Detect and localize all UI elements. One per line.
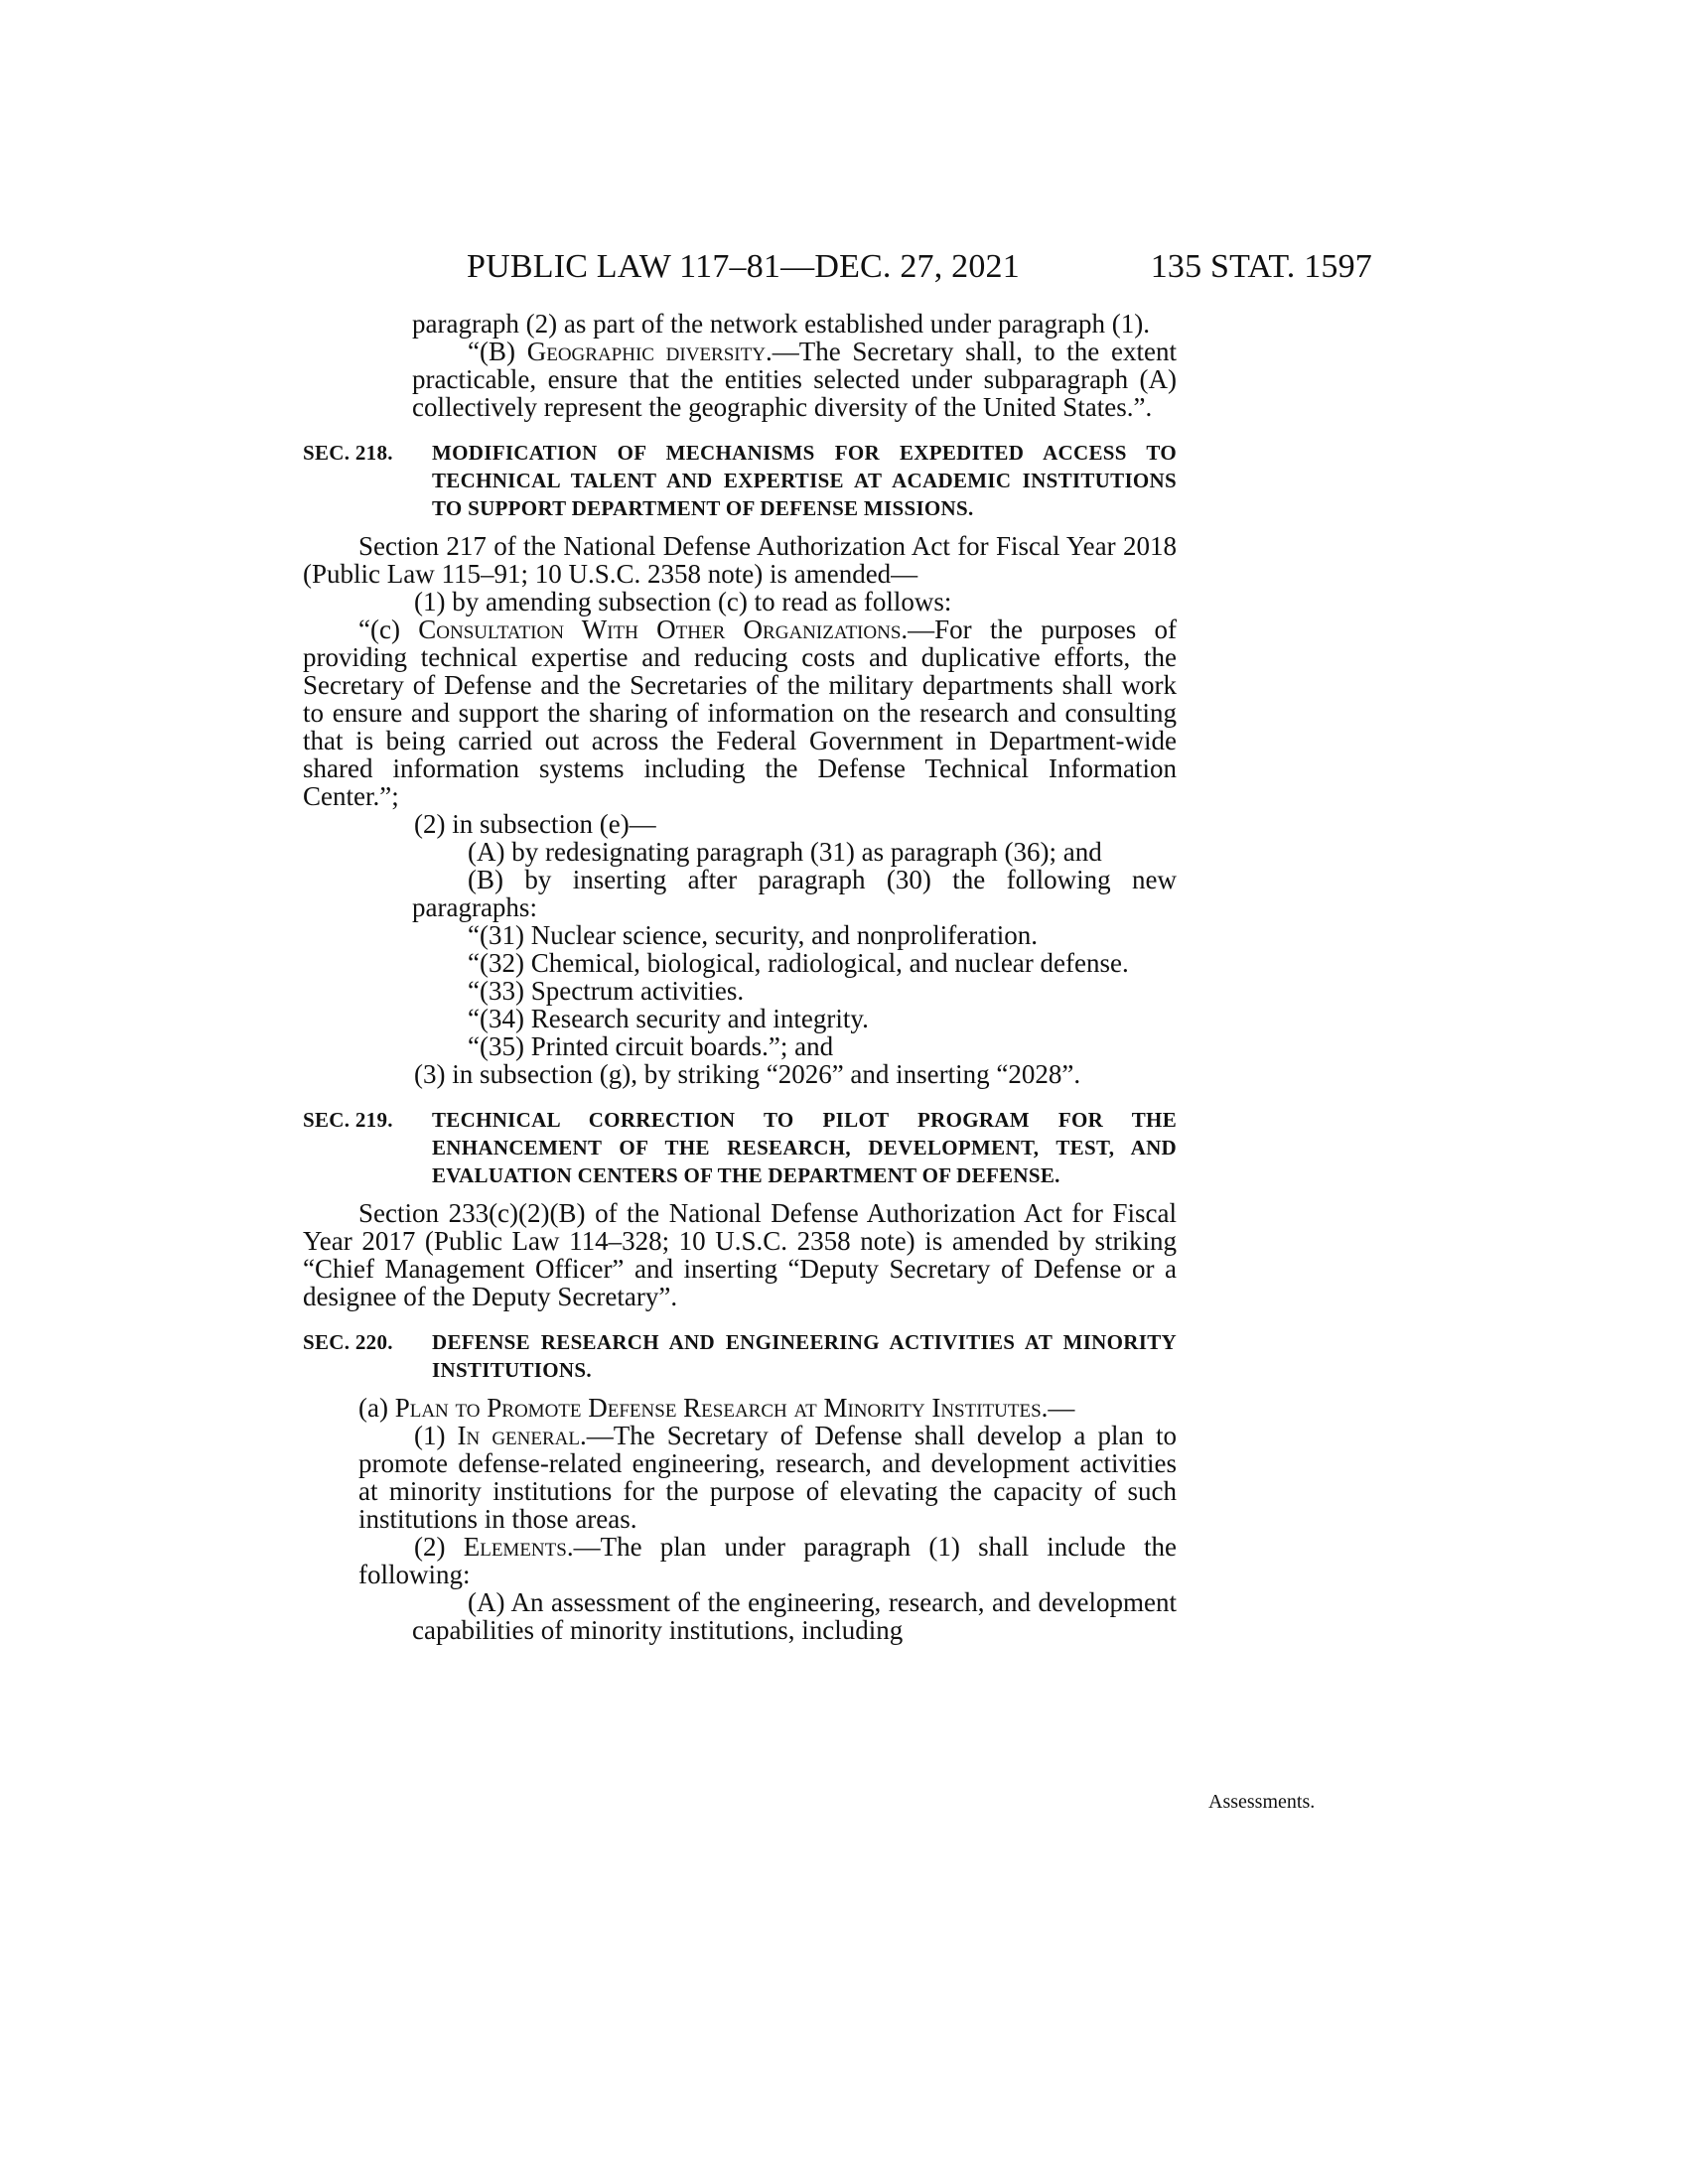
paragraph-label: (1) [414, 1421, 458, 1450]
paragraph-text: .—The Secretary shall, to the extent practicable, ensure that the entities selected under subparagraph (A) collectively represent the geographic diversity of the United States.”. [412, 337, 1177, 422]
paragraph-heading: In general [457, 1421, 580, 1450]
section-heading-219 [303, 1106, 1177, 1189]
paragraph-heading: Elements [463, 1532, 567, 1562]
section-title: TECHNICAL CORRECTION TO PILOT PROGRAM FOR THE ENHANCEMENT OF THE RESEARCH, DEVELOPMENT, TEST, AND EVALUATION CENTERS OF THE DEPARTMENT OF DEFENSE. [432, 1108, 1177, 1187]
paragraph-text: .—The plan under paragraph (1) shall include the following: [358, 1532, 1177, 1589]
paragraph-label: “(B) [468, 337, 527, 366]
section-number: SEC. 220. [303, 1330, 393, 1354]
paragraph-heading: Geographic diversity [526, 337, 766, 366]
paragraph-s218-33: “(33) Spectrum activities. [468, 976, 745, 1006]
paragraph-s218-32: “(32) Chemical, biological, radiological, and nuclear defense. [468, 948, 1129, 978]
paragraph-s218-2: (2) in subsection (e)— [414, 809, 656, 839]
document-body [303, 310, 1177, 1644]
paragraph-s218-3: (3) in subsection (g), by striking “2026” and inserting “2028”. [414, 1059, 1081, 1089]
section-number: SEC. 218. [303, 441, 393, 465]
paragraph-s218-1: (1) by amending subsection (c) to read as follows: [414, 587, 952, 616]
paragraph-continuation: paragraph (2) as part of the network established under paragraph (1). [412, 309, 1150, 339]
paragraph-geographic-diversity [303, 338, 1177, 421]
section-title: MODIFICATION OF MECHANISMS FOR EXPEDITED ACCESS TO TECHNICAL TALENT AND EXPERTISE AT ACADEMIC INSTITUTIONS TO SUPPORT DEPARTMENT OF DEFENSE MISSIONS. [432, 441, 1177, 520]
paragraph-text: .—For the purposes of providing technical expertise and reducing costs and duplicative efforts, the Secretary of Defense and the Secretaries of the military departments shall work to ensure and support the sharing of information on the research and consulting that is being carried out across the Federal Government in Department-wide shared information systems including the Defense Technical Information Center.”; [303, 614, 1177, 811]
margin-note: Assessments. [1208, 1791, 1316, 1813]
paragraph-s218-35: “(35) Printed circuit boards.”; and [468, 1031, 834, 1061]
section-number: SEC. 219. [303, 1108, 393, 1132]
paragraph-s220-2a: (A) An assessment of the engineering, research, and development capabilities of minority institutions, including [412, 1587, 1177, 1645]
paragraph-s220-1 [303, 1422, 1177, 1533]
paragraph-s218-c [303, 615, 1177, 810]
paragraph-s220-a [303, 1394, 1177, 1422]
paragraph-s219: Section 233(c)(2)(B) of the National Defense Authorization Act for Fiscal Year 2017 (Public Law 114–328; 10 U.S.C. 2358 note) is amended by striking “Chief Management Officer” and inserting “Deputy Secretary of Defense or a designee of the Deputy Secretary”. [303, 1198, 1177, 1311]
paragraph-s220-2 [303, 1533, 1177, 1588]
running-header-page-number: 135 STAT. 1597 [1150, 248, 1372, 285]
paragraph-s218-34: “(34) Research security and integrity. [468, 1004, 869, 1033]
paragraph-s218-2a: (A) by redesignating paragraph (31) as paragraph (36); and [468, 837, 1102, 867]
section-heading-218 [303, 439, 1177, 522]
section-heading-220 [303, 1328, 1177, 1384]
paragraph-label: (2) [414, 1532, 464, 1562]
paragraph-text: .—The Secretary of Defense shall develop a plan to promote defense-related engineering, research, and development activities at minority institutions for the purpose of elevating the capacity of such institutions in those areas. [358, 1421, 1177, 1534]
paragraph-heading: Consultation With Other Organizations [418, 614, 902, 644]
section-title: DEFENSE RESEARCH AND ENGINEERING ACTIVITIES AT MINORITY INSTITUTIONS. [432, 1330, 1177, 1382]
paragraph-label: (a) [358, 1393, 395, 1423]
running-header-law: PUBLIC LAW 117–81—DEC. 27, 2021 [467, 248, 1020, 285]
paragraph-s218-intro: Section 217 of the National Defense Authorization Act for Fiscal Year 2018 (Public Law 115–91; 10 U.S.C. 2358 note) is amended— [303, 531, 1177, 589]
paragraph-text: .— [1041, 1393, 1075, 1423]
paragraph-label: “(c) [358, 614, 419, 644]
paragraph-heading: Plan to Promote Defense Research at Minority Institutes [394, 1393, 1042, 1423]
paragraph-s218-2b: (B) by inserting after paragraph (30) the following new paragraphs: [412, 865, 1177, 922]
paragraph-s218-31: “(31) Nuclear science, security, and nonproliferation. [468, 920, 1039, 950]
